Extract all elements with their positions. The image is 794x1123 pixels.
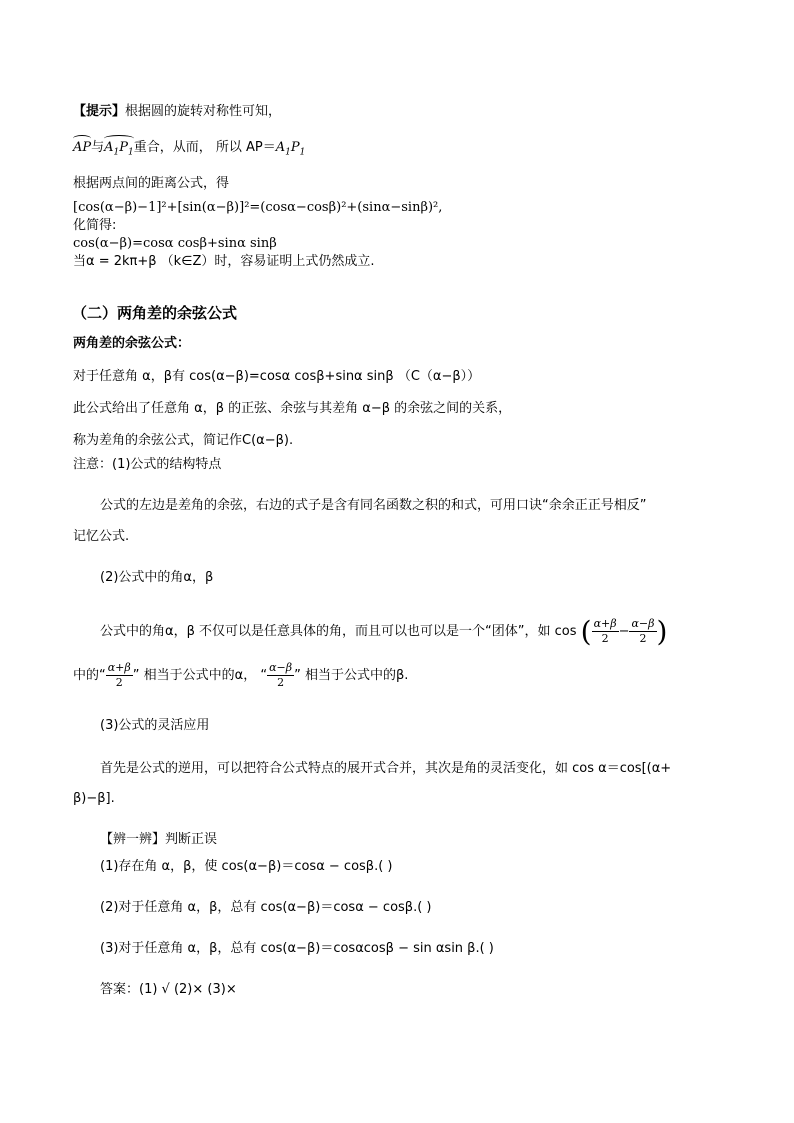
hint-line — [73, 103, 281, 121]
fraction-1: $\frac{\alpha+\beta}{2}$ — [593, 617, 617, 645]
a1p1-symbol: $A_1P_1$ — [275, 140, 306, 158]
formula-line: 对于任意角 α，β有 cos(α−β)=cosα cosβ+sinα sinβ （C（α−β）） — [73, 369, 481, 384]
arc-a1p1: $A_1P_1$ — [104, 140, 134, 158]
section-subheading: 两角差的余弦公式： — [73, 336, 191, 351]
note2-title: (2)公式中的角α，β — [100, 570, 214, 585]
distance-intro: 根据两点间的距离公式，得 — [73, 176, 230, 191]
note2-line-a: 公式中的角α，β 不仅可以是任意具体的角，而且可以也可以是一个“团体”，如 cos ( $\frac{\alpha+\beta}{2}$ − $\frac{\alpha-\beta}{2}$ ) — [100, 614, 668, 648]
note-label: 注意：(1)公式的结构特点 — [73, 457, 222, 472]
note2-line-b: 中的“ $\frac{\alpha+\beta}{2}$ ” 相当于公式中的α， “ $\frac{\alpha-\beta}{2}$ ” 相当于公式中的β. — [73, 661, 409, 689]
fraction-4: $\frac{\alpha-\beta}{2}$ — [269, 661, 293, 689]
exercise-answer: 答案：(1) √ (2)× (3)× — [100, 982, 237, 997]
note1-line-a: 公式的左边是差角的余弦，右边的式子是含有同名函数之积的和式，可用口诀“余余正正号相反” — [100, 498, 647, 513]
note3-line-a: 首先是公式的逆用，可以把符合公式特点的展开式合并，其次是角的灵活变化，如 cos α＝cos[(α+ — [100, 761, 672, 776]
fraction-3: $\frac{\alpha+\beta}{2}$ — [107, 661, 131, 689]
explain-line-2: 称为差角的余弦公式，简记作C(α−β). — [73, 433, 294, 448]
left-paren: ( — [580, 614, 592, 648]
explain-line-1: 此公式给出了任意角 α，β 的正弦、余弦与其差角 α−β 的余弦之间的关系， — [73, 401, 512, 416]
hint-label: 【提示】 — [73, 104, 126, 119]
distance-equation: [cos(α−β)−1]²+[sin(α−β)]²=(cosα−cosβ)²+(sinα−sinβ)², — [73, 200, 443, 215]
simplify-label: 化简得: — [73, 218, 117, 233]
exercise-title: 【辨一辨】判断正误 — [100, 832, 218, 847]
right-paren: ) — [656, 614, 668, 648]
arc-line: AP与$A_1P_1$重合，从而， 所以 $AP=A_1P_1$ — [73, 140, 306, 158]
fraction-2: $\frac{\alpha-\beta}{2}$ — [631, 617, 655, 645]
exercise-q1: (1)存在角 α，β，使 cos(α−β)＝cosα − cosβ.( ) — [100, 859, 393, 874]
section-heading: （二）两角差的余弦公式 — [72, 304, 238, 322]
exercise-q2: (2)对于任意角 α，β，总有 cos(α−β)＝cosα − cosβ.( ) — [100, 900, 432, 915]
simplified-formula: cos(α−β)=cosα cosβ+sinα sinβ — [73, 236, 277, 251]
exercise-q3: (3)对于任意角 α，β，总有 cos(α−β)＝cosαcosβ − sin αsin β.( ) — [100, 941, 494, 956]
hint-text: 根据圆的旋转对称性可知， — [125, 104, 282, 119]
note3-title: (3)公式的灵活应用 — [100, 718, 210, 733]
arc-ap: AP — [73, 140, 92, 155]
note3-line-b: β)−β]. — [73, 791, 115, 806]
note1-line-b: 记忆公式. — [73, 529, 130, 544]
case-note: 当α = 2kπ+β （k∈Z）时，容易证明上式仍然成立. — [73, 254, 375, 269]
